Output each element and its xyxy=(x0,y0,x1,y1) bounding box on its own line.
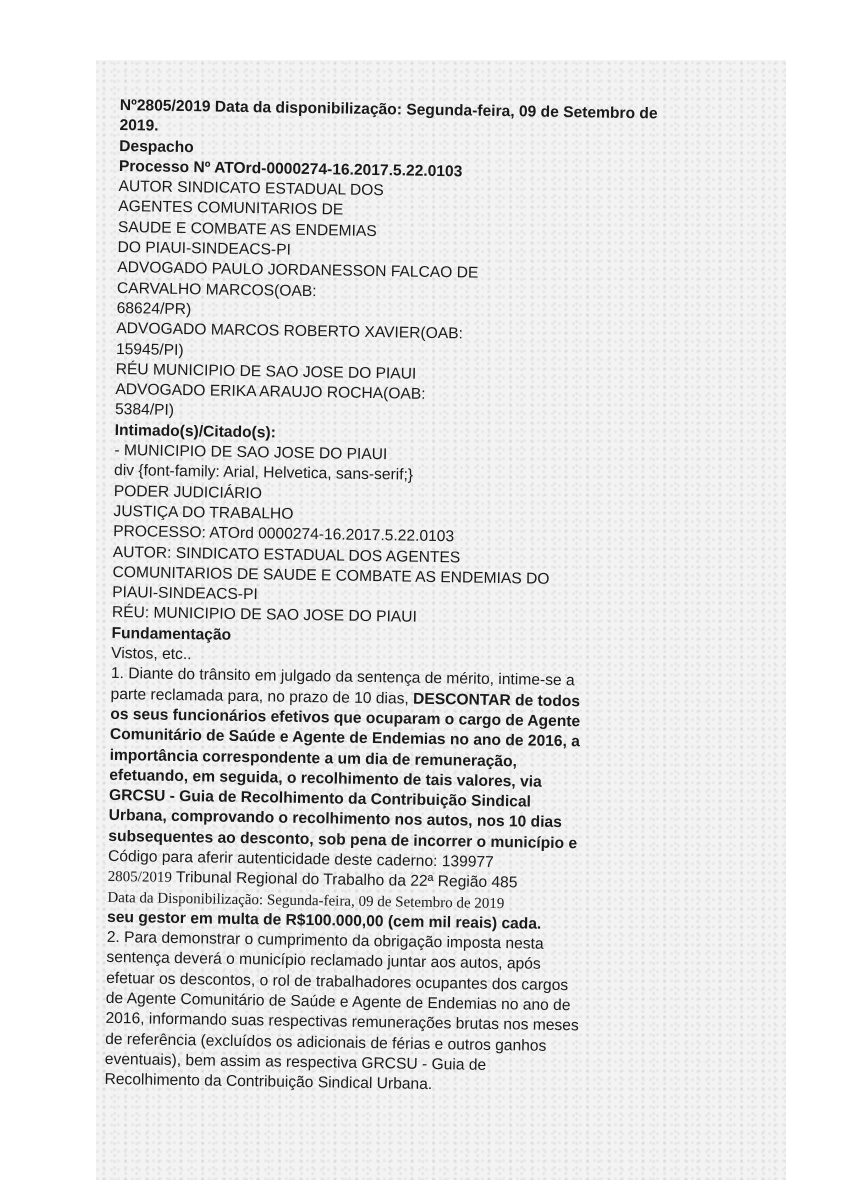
document-line: Despacho xyxy=(119,137,194,156)
document-line: Intimado(s)/Citado(s): xyxy=(114,421,276,442)
document-line: 1. Diante do trânsito em julgado da sentença de mérito, intime-se a xyxy=(110,665,575,690)
document-line: PODER JUDICIÁRIO xyxy=(113,482,263,502)
document-line: AUTOR: SINDICATO ESTADUAL DOS AGENTES xyxy=(112,543,461,566)
document-line: Nº2805/2019 Data da disponibilização: Segunda-feira, 09 de Setembro de xyxy=(119,96,658,123)
document-line: RÉU: MUNICIPIO DE SAO JOSE DO PIAUI xyxy=(111,604,417,627)
document-line: DO PIAUI-SINDEACS-PI xyxy=(117,239,292,259)
document-line: 5384/PI) xyxy=(114,401,175,420)
document-line: Fundamentação xyxy=(111,624,232,644)
document-line: Código para aferir autenticidade deste caderno: 139977 xyxy=(107,847,494,871)
document-line: sentença deverá o município reclamado juntar aos autos, após xyxy=(106,949,541,974)
document-line: GRCSU - Guia de Recolhimento da Contribuição Sindical xyxy=(108,787,532,811)
document-line: efetuando, em seguida, o recolhimento de tais valores, via xyxy=(109,766,542,791)
document-line: AGENTES COMUNITARIOS DE xyxy=(118,198,344,220)
document-line: de Agente Comunitário de Saúde e Agente de Endemias no ano de xyxy=(105,989,571,1015)
document-body xyxy=(104,96,760,1100)
document-line: CARVALHO MARCOS(OAB: xyxy=(116,279,317,300)
document-line: 2016, informando suas respectivas remunerações brutas nos meses xyxy=(105,1010,579,1035)
document-line: importância correspondente a um dia de remuneração, xyxy=(109,746,518,770)
document-line: subsequentes ao desconto, sob pena de incorrer o município e xyxy=(108,827,578,852)
document-line: COMUNITARIOS DE SAUDE E COMBATE AS ENDEMIAS DO xyxy=(112,563,550,588)
document-line: RÉU MUNICIPIO DE SAO JOSE DO PIAUI xyxy=(115,360,417,383)
document-line: AUTOR SINDICATO ESTADUAL DOS xyxy=(118,178,384,200)
document-line: seu gestor em multa de R$100.000,00 (cem mil reais) cada. xyxy=(106,908,542,933)
document-line: PROCESSO: ATOrd 0000274-16.2017.5.22.0103 xyxy=(113,523,455,546)
line-segment-serif: 2805/2019 xyxy=(107,869,173,887)
document-line: ADVOGADO ERIKA ARAUJO ROCHA(OAB: xyxy=(115,381,426,403)
document-line: de referência (excluídos os adicionais de férias e outros ganhos xyxy=(105,1030,547,1055)
line-segment-bold: DESCONTAR de todos xyxy=(412,690,581,710)
document-line: Urbana, comprovando o recolhimento nos autos, nos 10 dias xyxy=(108,807,562,832)
document-line: Recolhimento da Contribuição Sindical Urbana. xyxy=(104,1071,433,1094)
document-line: 68624/PR) xyxy=(116,299,192,319)
document-line: PIAUI-SINDEACS-PI xyxy=(112,584,258,604)
document-line: - MUNICIPIO DE SAO JOSE DO PIAUI xyxy=(114,442,388,464)
document-line: os seus funcionários efetivos que ocuparam o cargo de Agente xyxy=(110,705,581,731)
document-line: Vistos, etc.. xyxy=(111,644,192,664)
document-line: Comunitário de Saúde e Agente de Endemias no ano de 2016, a xyxy=(109,726,580,751)
document-line: 15945/PI) xyxy=(115,340,184,359)
line-segment: Tribunal Regional do Trabalho da 22ª Região 485 xyxy=(171,869,518,892)
document-line: div {font-family: Arial, Helvetica, sans-serif;} xyxy=(113,462,414,484)
document-line: eventuais), bem assim as respectiva GRCSU - Guia de xyxy=(104,1050,487,1074)
line-segment: parte reclamada para, no prazo de 10 dias, xyxy=(110,685,414,708)
document-line: Processo Nº ATOrd-0000274-16.2017.5.22.0103 xyxy=(118,157,463,181)
document-line: JUSTIÇA DO TRABALHO xyxy=(113,502,294,523)
document-line: ADVOGADO MARCOS ROBERTO XAVIER(OAB: xyxy=(116,320,464,343)
document-line: SAUDE E COMBATE AS ENDEMIAS xyxy=(117,218,377,240)
document-line: 2. Para demonstrar o cumprimento da obrigação imposta nesta xyxy=(106,929,544,953)
document-line: 2019. xyxy=(119,117,159,135)
document-line: efetuar os descontos, o rol de trabalhadores ocupantes dos cargos xyxy=(106,969,569,994)
document-line: Data da Disponibilização: Segunda-feira, 09 de Setembro de 2019 xyxy=(107,889,505,912)
document-line: ADVOGADO PAULO JORDANESSON FALCAO DE xyxy=(117,259,479,283)
